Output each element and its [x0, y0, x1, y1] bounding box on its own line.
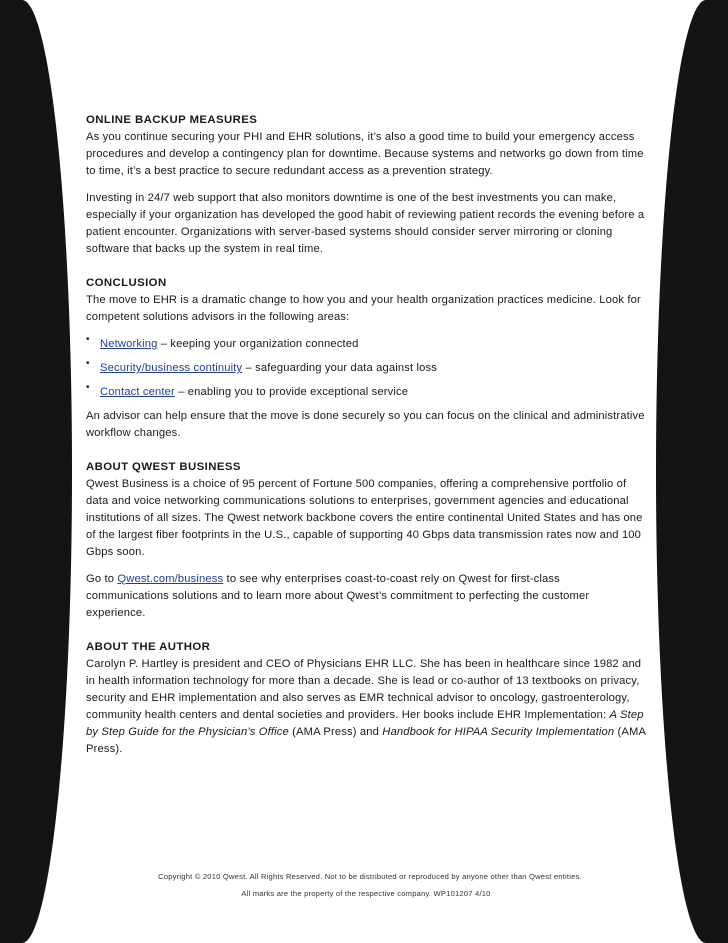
heading-conclusion: CONCLUSION: [86, 277, 167, 289]
qwest-business-link[interactable]: Qwest.com/business: [117, 573, 224, 585]
bullet-icon: •: [86, 358, 90, 369]
book-title-2: Handbook for HIPAA Security Implementation: [382, 726, 615, 738]
qwest-paragraph-2: [86, 571, 646, 622]
footer-trademark: All marks are the property of the respective company. WP101207 4/10: [241, 889, 491, 898]
qwest-paragraph-1: Qwest Business is a choice of 95 percent of Fortune 500 companies, offering a comprehensive portfolio of data and voice networking communications solutions to enterprises, government agencies and educational institutions of all sizes. The Qwest network backbone covers the entire continental United States and has one of the largest fiber footprints in the U.S., capable of supporting 40 Gbps data transmission rates now and 100 Gbps soon.: [86, 478, 643, 558]
advisor-areas-list: [86, 336, 646, 401]
security-business-continuity-link[interactable]: Security/business continuity: [100, 362, 243, 374]
document-body: [86, 112, 646, 768]
list-item: [86, 336, 646, 353]
book-title-1: A Step by Step Guide for the Physician’s Office: [86, 709, 644, 738]
backup-paragraph-1: As you continue securing your PHI and EHR solutions, it’s also a good time to build your emergency access procedures and develop a contingency plan for downtime. Because systems and networks go down from time to time, it’s a best practice to secure redundant access as a prevention strategy.: [86, 131, 644, 177]
networking-link[interactable]: Networking: [100, 338, 158, 350]
list-item-text: – keeping your organization connected: [157, 338, 359, 350]
page-frame-left: [0, 0, 72, 943]
bullet-icon: •: [86, 382, 90, 393]
list-item-text: – enabling you to provide exceptional service: [174, 386, 409, 398]
list-item: [86, 384, 646, 401]
author-paragraph: [86, 656, 646, 758]
qwest-p2-text: Go to: [86, 573, 118, 585]
bullet-icon: •: [86, 334, 90, 345]
heading-about-author: ABOUT THE AUTHOR: [86, 641, 211, 653]
author-text-mid: (AMA Press) and: [288, 726, 383, 738]
list-item: [86, 360, 646, 377]
section-about-qwest: [86, 459, 646, 622]
heading-online-backup: ONLINE BACKUP MEASURES: [86, 114, 258, 126]
footer-copyright: Copyright © 2010 Qwest. All Rights Reserved. Not to be distributed or reproduced by anyone other than Qwest entities.: [158, 872, 582, 881]
conclusion-closing: An advisor can help ensure that the move is done securely so you can focus on the clinical and administrative workflow changes.: [86, 410, 645, 439]
author-text-end: (AMA Press).: [86, 726, 646, 755]
conclusion-intro: The move to EHR is a dramatic change to how you and your health organization practices medicine. Look for competent solutions advisors in the following areas:: [86, 294, 641, 323]
qwest-p2-text-end: to see why enterprises coast-to-coast rely on Qwest for first-class communications solutions and to learn more about Qwest’s commitment to perfecting the customer experience.: [86, 573, 590, 619]
page-frame-right: [656, 0, 728, 943]
heading-about-qwest: ABOUT QWEST BUSINESS: [86, 461, 241, 473]
list-item-text: – safeguarding your data against loss: [242, 362, 438, 374]
section-conclusion: [86, 275, 646, 442]
contact-center-link[interactable]: Contact center: [100, 386, 175, 398]
author-text: Carolyn P. Hartley is president and CEO of Physicians EHR LLC. She has been in healthcare since 1982 and in health information technology for more than a decade. She is lead or co-author of 13 textbooks on privacy, security and EHR implementation and also serves as EMR technical advisor to oncology, gastroenterology, community health centers and dental societies and providers. Her books include EHR Implementation:: [86, 658, 642, 721]
section-about-author: [86, 639, 646, 758]
section-online-backup: [86, 112, 646, 258]
backup-paragraph-2: Investing in 24/7 web support that also monitors downtime is one of the best investments you can make, especially if your organization has developed the good habit of reviewing patient records the evening before a patient encounter. Organizations with server-based systems should consider server mirroring or cloning software that backs up the system in real time.: [86, 192, 645, 255]
